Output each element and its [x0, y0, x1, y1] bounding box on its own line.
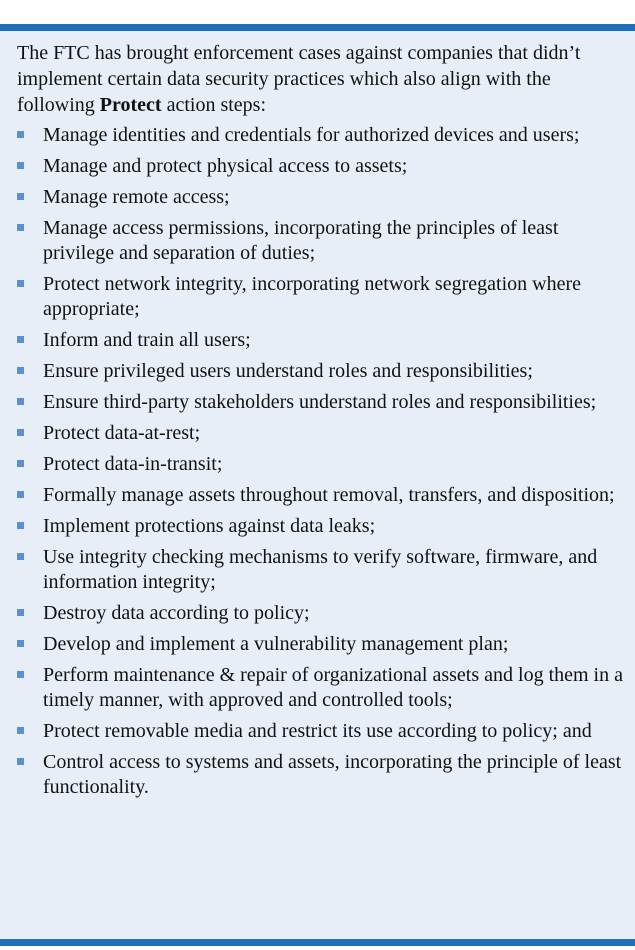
square-bullet-icon [17, 280, 24, 287]
bottom-accent-rule [0, 939, 635, 946]
intro-text-before: The FTC has brought enforcement cases against companies that didn’t implement certain data security practices which also align with the following [17, 42, 581, 116]
list-item [0, 452, 635, 477]
list-item [0, 328, 635, 353]
list-item-text: Destroy data according to policy; [43, 602, 310, 624]
list-item [0, 185, 635, 210]
list-item [0, 123, 635, 148]
square-bullet-icon [17, 367, 24, 374]
intro-text-after: action steps: [161, 94, 267, 116]
list-item-text: Protect data-at-rest; [43, 422, 201, 444]
square-bullet-icon [17, 640, 24, 647]
list-item-text: Protect removable media and restrict its use according to policy; and [43, 720, 592, 742]
list-item [0, 601, 635, 626]
list-item-text: Ensure privileged users understand roles and responsibilities; [43, 360, 533, 382]
list-item-text: Manage and protect physical access to assets; [43, 155, 408, 177]
list-item-text: Protect network integrity, incorporating network segregation where appropriate; [43, 273, 581, 320]
list-item-text: Protect data-in-transit; [43, 453, 223, 475]
square-bullet-icon [17, 758, 24, 765]
list-item [0, 514, 635, 539]
square-bullet-icon [17, 671, 24, 678]
square-bullet-icon [17, 522, 24, 529]
list-item [0, 390, 635, 415]
list-item-text: Inform and train all users; [43, 329, 251, 351]
square-bullet-icon [17, 491, 24, 498]
intro-paragraph [17, 40, 617, 118]
list-item [0, 421, 635, 446]
list-item [0, 663, 635, 713]
square-bullet-icon [17, 609, 24, 616]
square-bullet-icon [17, 193, 24, 200]
intro-bold-word: Protect [99, 94, 162, 116]
protect-steps-list [0, 123, 635, 806]
list-item-text: Ensure third-party stakeholders understand roles and responsibilities; [43, 391, 597, 413]
list-item-text: Use integrity checking mechanisms to verify software, firmware, and information integrity; [43, 546, 598, 593]
list-item-text: Perform maintenance & repair of organizational assets and log them in a timely manner, with approved and controlled tools; [43, 664, 623, 711]
square-bullet-icon [17, 224, 24, 231]
list-item [0, 632, 635, 657]
list-item-text: Control access to systems and assets, incorporating the principle of least functionality. [43, 751, 622, 798]
top-accent-rule [0, 24, 635, 31]
list-item-text: Implement protections against data leaks; [43, 515, 376, 537]
list-item-text: Manage identities and credentials for authorized devices and users; [43, 124, 580, 146]
square-bullet-icon [17, 727, 24, 734]
square-bullet-icon [17, 131, 24, 138]
list-item-text: Develop and implement a vulnerability management plan; [43, 633, 509, 655]
list-item-text: Formally manage assets throughout removal, transfers, and disposition; [43, 484, 615, 506]
list-item [0, 216, 635, 266]
list-item [0, 359, 635, 384]
list-item [0, 483, 635, 508]
square-bullet-icon [17, 460, 24, 467]
list-item [0, 719, 635, 744]
square-bullet-icon [17, 553, 24, 560]
list-item [0, 272, 635, 322]
square-bullet-icon [17, 162, 24, 169]
list-item [0, 545, 635, 595]
list-item-text: Manage remote access; [43, 186, 230, 208]
square-bullet-icon [17, 336, 24, 343]
list-item-text: Manage access permissions, incorporating the principles of least privilege and separation of duties; [43, 217, 559, 264]
square-bullet-icon [17, 429, 24, 436]
list-item [0, 750, 635, 800]
list-item [0, 154, 635, 179]
square-bullet-icon [17, 398, 24, 405]
